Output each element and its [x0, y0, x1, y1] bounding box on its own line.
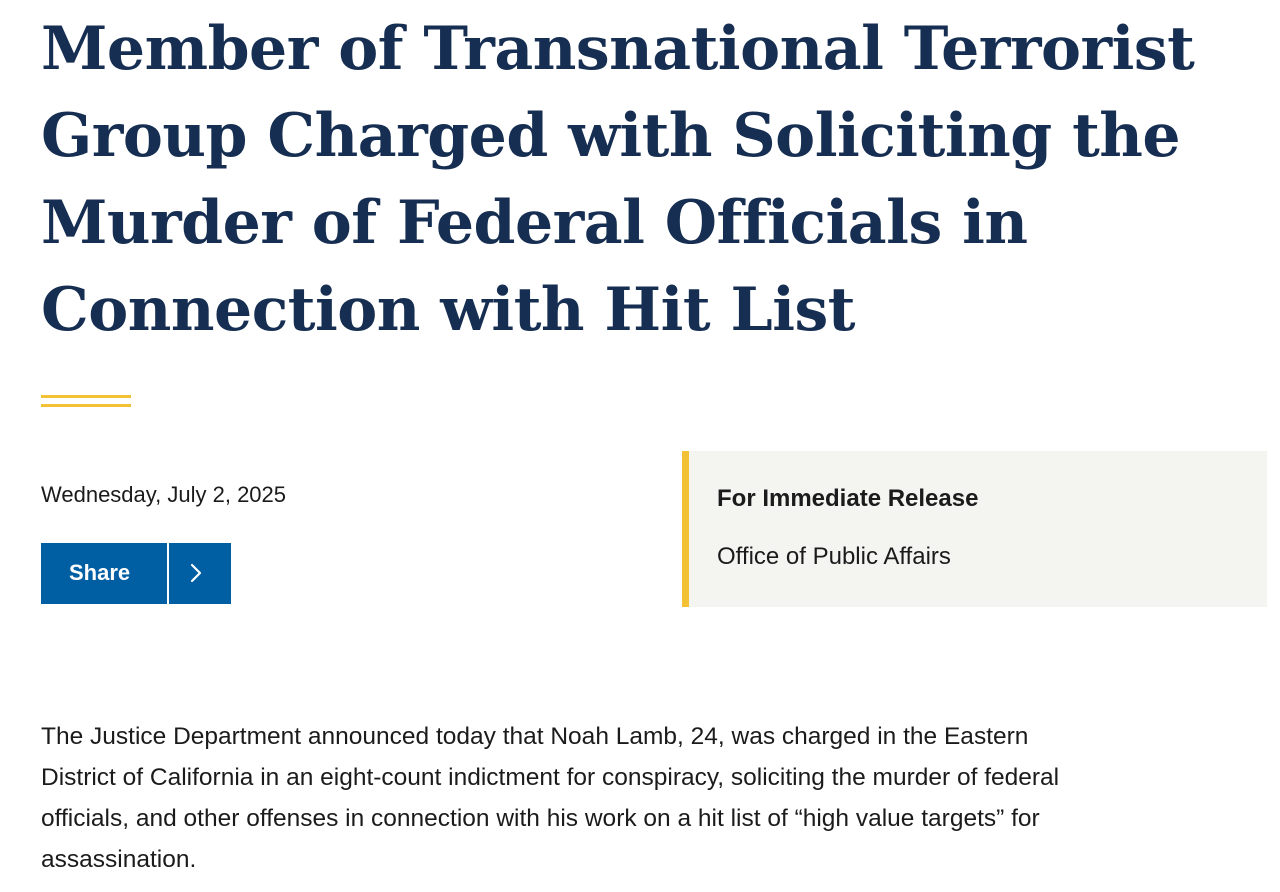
- release-info-box: [682, 451, 1267, 607]
- body-line: officials, and other offenses in connection with his work on a hit list of “high value targets” for: [41, 805, 1040, 832]
- divider-bar: [41, 395, 131, 398]
- share-button[interactable]: [41, 543, 231, 604]
- release-office: Office of Public Affairs: [717, 543, 951, 570]
- body-line: The Justice Department announced today that Noah Lamb, 24, was charged in the Eastern: [41, 723, 1029, 750]
- release-type: For Immediate Release: [717, 485, 979, 512]
- body-line: District of California in an eight-count indictment for conspiracy, soliciting the murder of federal: [41, 764, 1060, 791]
- publish-date: Wednesday, July 2, 2025: [41, 482, 287, 507]
- divider-bar: [41, 404, 131, 407]
- page-title-line: Connection with Hit List: [41, 275, 855, 345]
- article-body-paragraph: [41, 716, 1271, 880]
- chevron-right-icon[interactable]: [184, 561, 208, 585]
- title-divider: [41, 395, 131, 407]
- page-title: [41, 6, 1241, 354]
- page-title-line: Murder of Federal Officials in: [41, 188, 1028, 258]
- share-button-label: Share: [69, 560, 131, 585]
- share-button-separator: [167, 543, 169, 604]
- page-title-line: Group Charged with Soliciting the: [41, 101, 1181, 171]
- body-line: assassination.: [41, 846, 197, 873]
- page-title-line: Member of Transnational Terrorist: [41, 14, 1195, 84]
